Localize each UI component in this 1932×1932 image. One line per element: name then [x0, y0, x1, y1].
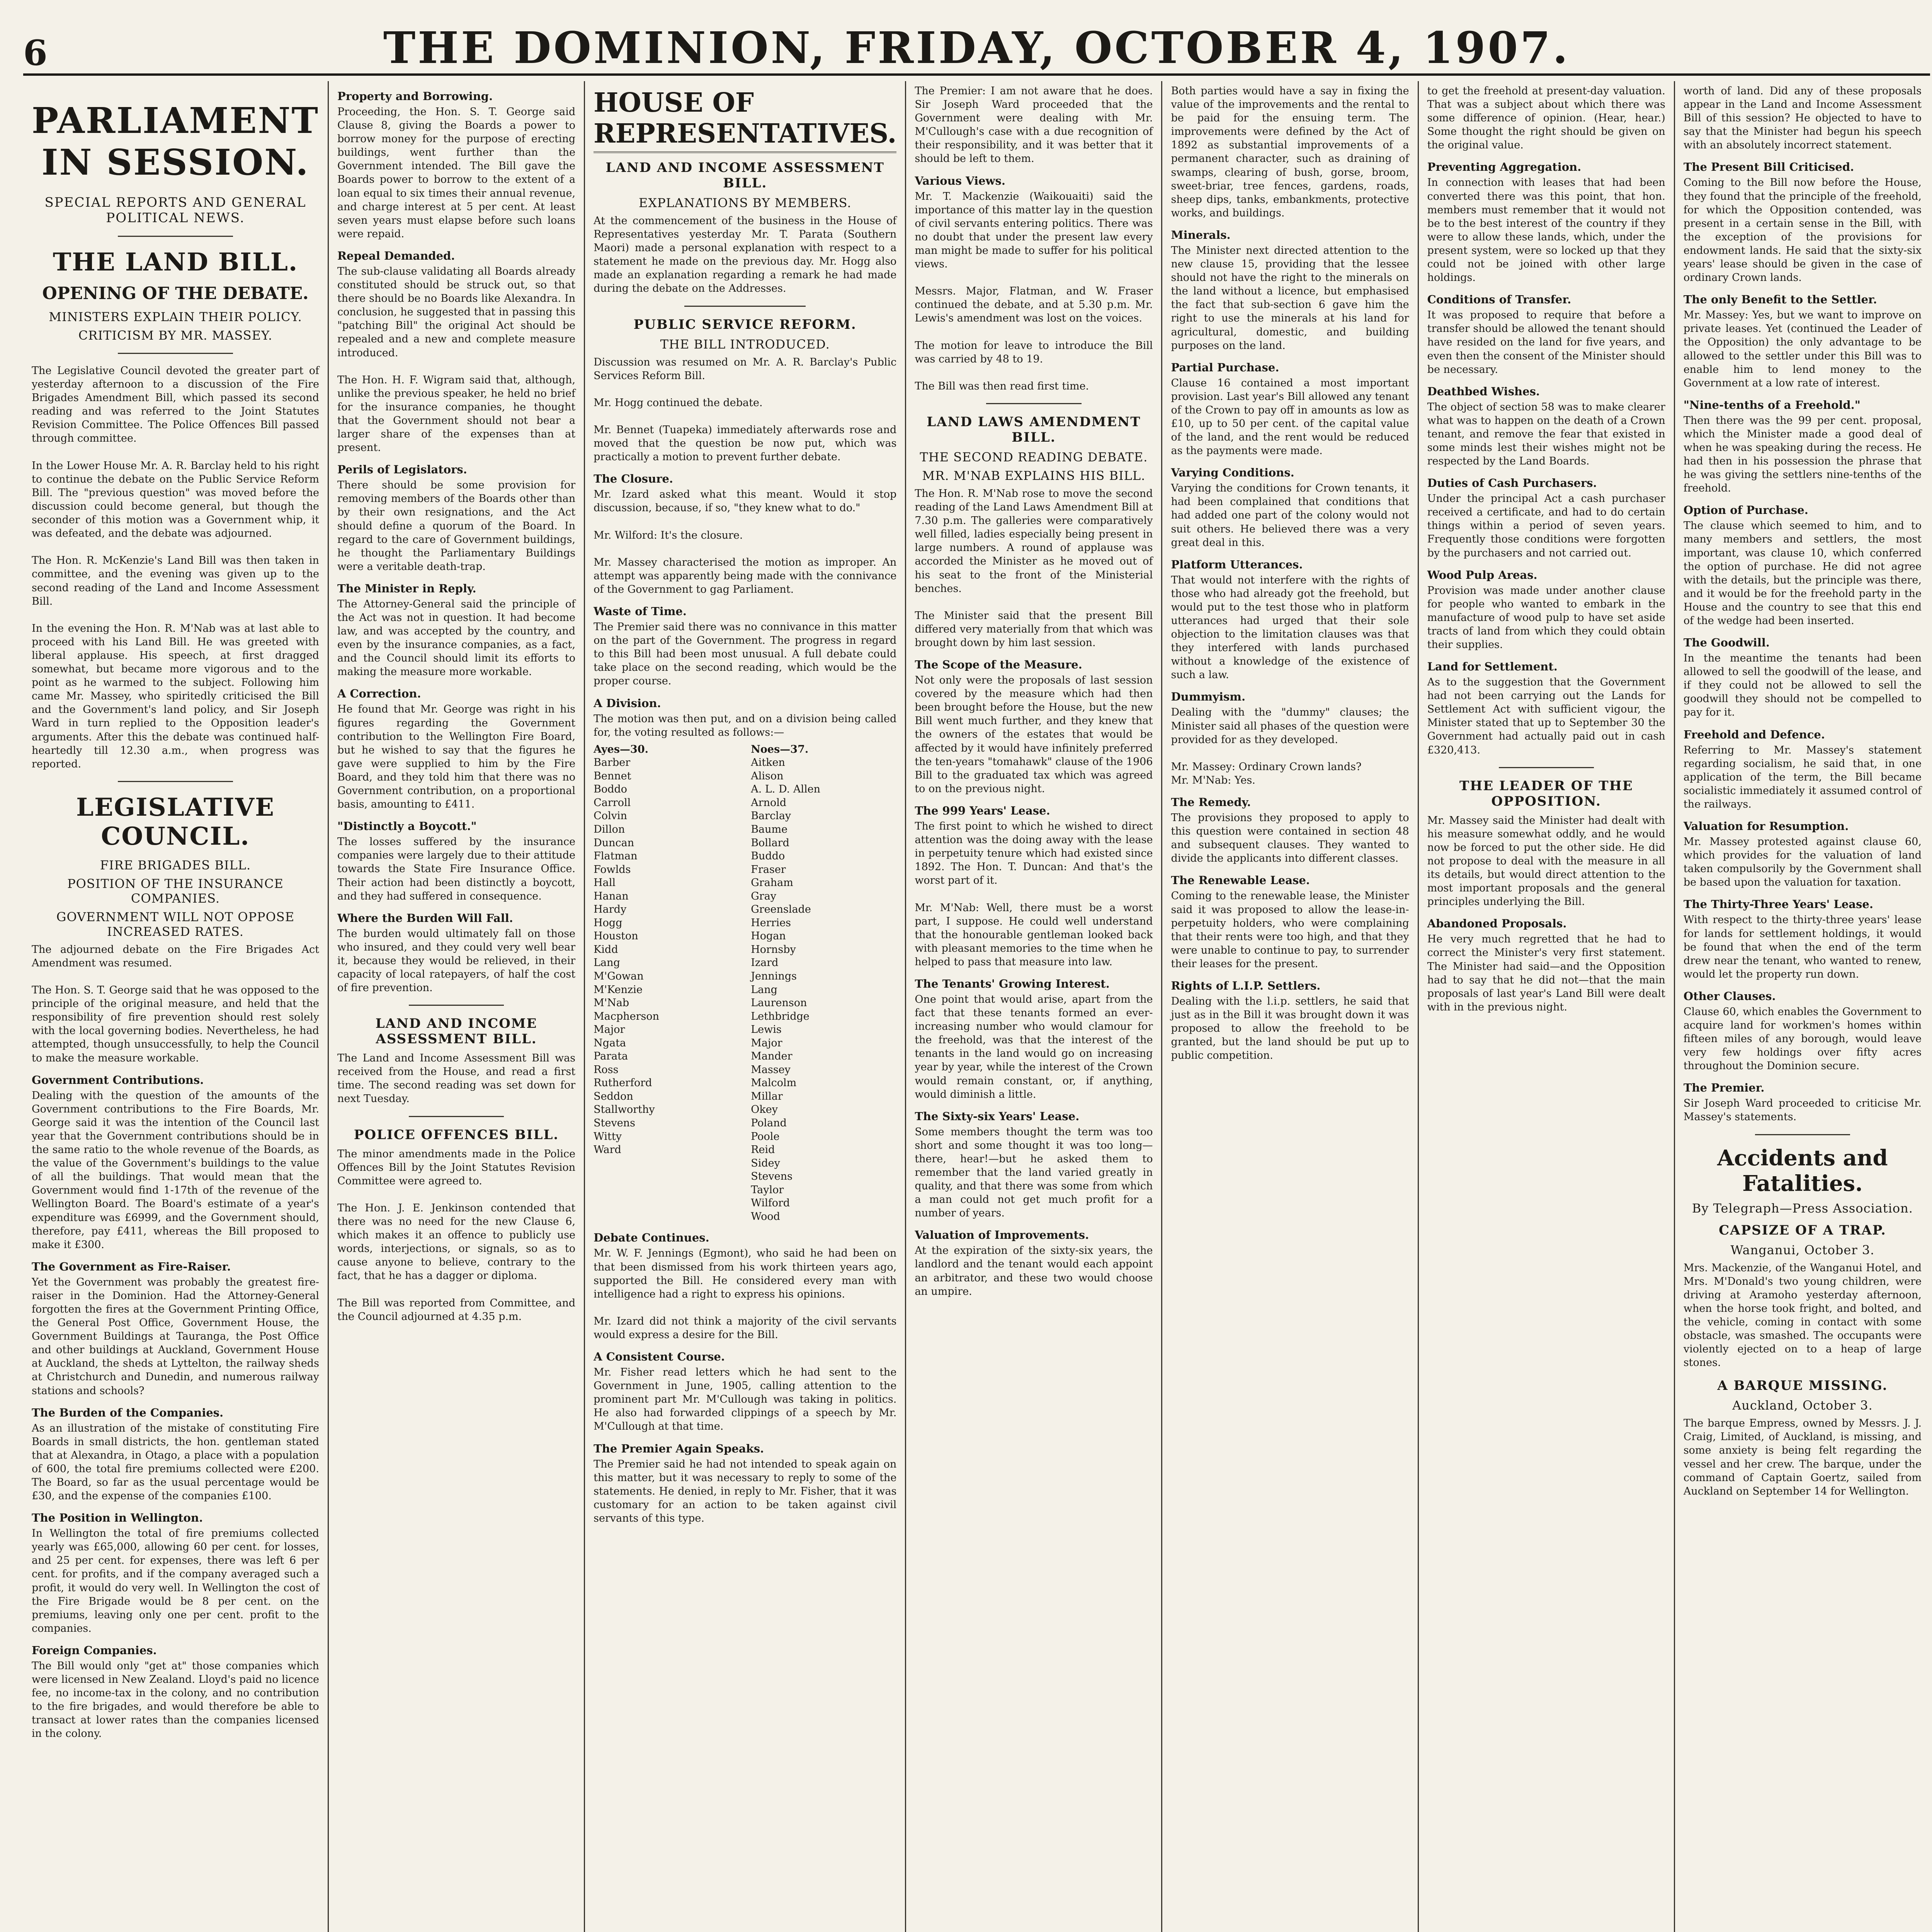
police-head: POLICE OFFENCES BILL. — [354, 1127, 559, 1143]
freehold-subhead: Freehold and Defence. — [1683, 728, 1825, 741]
only-subhead: The only Benefit to the Settler. — [1683, 293, 1877, 306]
barque-head: A BARQUE MISSING. — [1717, 1378, 1888, 1394]
correction-subhead: A Correction. — [337, 687, 421, 701]
fire-raiser-subhead: The Government as Fire-Raiser. — [32, 1260, 231, 1273]
wood-text: Provision was made under another clause for people who wanted to embark in the manufacture of wood pulp to have set aside tracts of land from which they could obtain their supplies. — [1427, 584, 1669, 651]
ayes-member: Boddo — [594, 783, 628, 796]
waste-subhead: Waste of Time. — [594, 605, 687, 618]
parliament-banner: PARLIAMENT IN SESSION. — [32, 100, 319, 183]
waste-text: The Premier said there was no connivance in this matter on the part of the Government. The progress in regard to this Bill had been most unusual. A full debate could take place on the second reading, which would be the proper course. — [594, 621, 900, 687]
boycott-subhead: "Distinctly a Boycott." — [337, 820, 477, 833]
noes-member: Millar — [751, 1090, 783, 1102]
present-subhead: The Present Bill Criticised. — [1683, 160, 1854, 174]
closure-text: Mr. Izard asked what this meant. Would it stop discussion, because, if so, "they knew what to do." Mr. Wilford: It's the closure. Mr. Massey characterised the motion as improper. An attempt was apparently being made with the connivance of the Government to gag Parliament. — [594, 488, 897, 595]
noes-member: Wood — [751, 1210, 780, 1223]
ayes-member: Kidd — [594, 943, 618, 956]
ayes-member: Houston — [594, 930, 638, 942]
noes-member: A. L. D. Allen — [751, 783, 820, 796]
burden-text: As an illustration of the mistake of constituting Fire Boards in small districts, the hon. gentleman stated that at Alexandra, in Otago, a place with a population of 600, the total fire premiums collected were £200. The Board, so far as the usual percentage would be £30, and the expense of the companies £100. — [32, 1422, 323, 1502]
division-list — [594, 743, 896, 1224]
land-income-head: LAND AND INCOME ASSESSMENT BILL. — [375, 1016, 537, 1047]
noes-member: Massey — [751, 1063, 791, 1076]
partial-text: Clause 16 contained a most important provision. Last year's Bill allowed any tenant of the Crown to pay off in amounts as low as £10, up to 50 per cent. of the capital value of the land, and the rent would be reduced as the payments were made. — [1171, 377, 1413, 457]
opposition-head: THE LEADER OF THE OPPOSITION. — [1459, 778, 1633, 809]
ayes-member: Hardy — [594, 903, 627, 916]
noes-member: Poole — [751, 1130, 780, 1143]
burden-fall-subhead: Where the Burden Will Fall. — [337, 911, 513, 925]
reply-text: The Attorney-General said the principle of the Act was not in question. It had become law, and was accepted by the country, and even by the insurance companies, as a fact, and the Council should limit its efforts to making the measure more workable. — [337, 598, 579, 678]
capsize-head: CAPSIZE OF A TRAP. — [1719, 1222, 1886, 1238]
ayes-member: Macpherson — [594, 1010, 660, 1022]
renewable-text: Coming to the renewable lease, the Minister said it was proposed to allow the lease-in-perpetuity holders, who were complaining that their rents were too high, and that they were unable to continue to pay, to surrender their leases for the present. — [1171, 890, 1413, 970]
noes-member: Major — [751, 1037, 782, 1049]
noes-member: Laurenson — [751, 997, 807, 1009]
transfer-text: It was proposed to require that before a transfer should be allowed the tenant should have resided on the land for five years, and even then the consent of the Minister should be necessary. — [1427, 309, 1669, 376]
accidents-by: By Telegraph—Press Association. — [1692, 1201, 1913, 1216]
repeal-text: The sub-clause validating all Boards already constituted should be struck out, so that there should be no Boards like Alexandra. In conclusion, he suggested that in passing this "patching Bill" the original Act should be repealed and a new and complete measure introduced. The Hon. H. F. Wigram said that, although, unlike the previous speaker, he held no brief for the insurance companies, he thought that the Government should not bear a larger share of the expenses than at present. — [337, 265, 576, 454]
resumption-subhead: Valuation for Resumption. — [1683, 820, 1849, 833]
noes-member: Arnold — [751, 796, 787, 809]
option-text: The clause which seemed to him, and to many members and settlers, the most important, was clause 10, which conferred the option of purchase. He did not agree with the details, but the principle was there, and it would be for the freehold party in the House and the country to see that this end of the wedge had been inserted. — [1683, 520, 1925, 627]
renewable-subhead: The Renewable Lease. — [1171, 874, 1310, 887]
ayes-member: Stevens — [594, 1117, 635, 1129]
noes-member: Sidey — [751, 1157, 780, 1169]
property-text: Proceeding, the Hon. S. T. George said Clause 8, giving the Boards a power to borrow money for the purpose of erecting buildings, went further than the Government intended. The Bill gave the Boards power to borrow to the extent of a loan equal to six times their annual revenue, and charge interest at 5 per cent. At least seven years must elapse before such loans were repaid. — [337, 106, 579, 240]
scope-text: Not only were the proposals of last session covered by the measure which had then been brought before the House, but the new Bill went much further, and they knew that the owners of the estates that would be affected by it would have infinitely preferred the ten-years "tomahawk" clause of the 1906 Bill to the graduated tax which was agreed to on the previous night. — [915, 674, 1156, 795]
ayes-member: M'Kenzie — [594, 983, 643, 996]
resumption-text: Mr. Massey protested against clause 60, which provides for the valuation of land taken compulsorily by the Government shall be based upon the valuation for taxation. — [1683, 836, 1925, 889]
ayes-member: Parata — [594, 1050, 628, 1063]
lip-subhead: Rights of L.I.P. Settlers. — [1171, 979, 1321, 992]
property-subhead: Property and Borrowing. — [337, 90, 493, 103]
accidents-head: Accidents and Fatalities. — [1717, 1145, 1888, 1196]
ayes-member: Lang — [594, 957, 620, 969]
deathbed-text: The object of section 58 was to make clearer what was to happen on the death of a Crown tenant, and remove the fear that existed in some minds lest their wishes might not be respected by the Land Boards. — [1427, 401, 1669, 468]
land-bill-article: The Legislative Council devoted the greater part of yesterday afternoon to a discussion of the Fire Brigades Amendment Bill, which passed its second reading and was referred to the Joint Statutes Revision Committee. The Police Offences Bill passed through committee. In the Lower House Mr. A. R. Barclay held to his right to continue the debate on the Public Service Reform Bill. The "previous question" was moved before the discussion could become general, but though the seconder of this motion was a Government whip, it was defeated, and the debate was adjourned. The Hon. R. McKenzie's Land Bill was then taken in committee, and the evening was given up to the second reading of the Land and Income Assessment Bill. In the evening the Hon. R. M'Nab was at last able to proceed with his Land Bill. He was greeted with liberal applause. His speech, at first dragged somewhat, but became more vigorous and to the point as he warmed to the subject. Following him came Mr. Massey, who spiritedly criticised the Bill and the Government's land policy, and Sir Joseph Ward in turn replied to the Opposition leader's arguments. After this the debate was continued half-heartedly till 12.30 a.m., when progress was reported. — [32, 365, 319, 770]
noes-member: Jennings — [751, 970, 797, 983]
noes-member: Fraser — [751, 863, 786, 876]
dummyism-text: Dealing with the "dummy" clauses; the Minister said all phases of the question were provided for as they developed. Mr. Massey: Ordinary Crown lands? Mr. M'Nab: Yes. — [1171, 706, 1409, 786]
noes-list — [751, 756, 896, 1223]
ayes-member: Ross — [594, 1063, 619, 1076]
repeal-subhead: Repeal Demanded. — [337, 249, 455, 262]
explanations-head: EXPLANATIONS BY MEMBERS. — [638, 196, 852, 210]
transfer-subhead: Conditions of Transfer. — [1427, 293, 1571, 306]
page-number: 6 — [23, 32, 48, 73]
tenants-subhead: The Tenants' Growing Interest. — [915, 977, 1110, 990]
noes-member: Reid — [751, 1144, 775, 1156]
varying-subhead: Varying Conditions. — [1171, 466, 1294, 480]
platform-subhead: Platform Utterances. — [1171, 558, 1303, 571]
parliament-subbanner: SPECIAL REPORTS AND GENERAL POLITICAL NEWS. — [44, 195, 306, 226]
ayes-column — [594, 743, 739, 1224]
ayes-member: Witty — [594, 1130, 622, 1143]
noes-member: Graham — [751, 877, 793, 889]
ayes-member: M'Gowan — [594, 970, 644, 983]
bill-introduced-head: THE BILL INTRODUCED. — [660, 337, 830, 352]
other-subhead: Other Clauses. — [1683, 989, 1776, 1003]
wellington-subhead: The Position in Wellington. — [32, 1511, 203, 1525]
sixty-text: Some members thought the term was too short and some thought it was too long—there, hear!—but he asked them to remember that the land varied greatly in quality, and that there was some from which a man could not get much profit for a number of years. — [915, 1126, 1156, 1219]
ayes-heading: Ayes—30. — [594, 743, 649, 755]
foreign-text: The Bill would only "get at" those companies which were licensed in New Zealand. Lloyd's paid no licence fee, no income-tax in the colony, and no contribution to the fire brigades, and would therefore be able to transact at lower rates than the companies licensed in the colony. — [32, 1660, 323, 1740]
noes-member: Lewis — [751, 1024, 782, 1036]
minerals-subhead: Minerals. — [1171, 228, 1231, 242]
police-text: The minor amendments made in the Police Offences Bill by the Joint Statutes Revision Committee were agreed to. The Hon. J. E. Jenkinson contended that there was no need for the new Clause 6, which makes it an offence to publicly use words, interjections, or signals, so as to cause anyone to believe, contrary to the fact, that he has a dagger or diploma. The Bill was reported from Committee, and the Council adjourned at 4.35 p.m. — [337, 1148, 576, 1323]
division-subhead: A Division. — [594, 696, 661, 710]
noes-member: Mander — [751, 1050, 793, 1063]
goodwill-text: In the meantime the tenants had been allowed to sell the goodwill of the lease, and if they could not be allowed to sell the goodwill they should not be compelled to pay for it. — [1683, 652, 1925, 719]
mnab-text: The Hon. R. M'Nab rose to move the second reading of the Land Laws Amendment Bill at 7.30 p.m. The galleries were comparatively well filled, ladies especially being present in large numbers. A round of applause was accorded the Minister as he moved out of his seat to the front of the Ministerial benches. The Minister said that the present Bill differed very materially from that which was brought down by him last session. — [915, 487, 1153, 649]
noes-member: Barclay — [751, 810, 791, 822]
noes-member: Hornsby — [751, 943, 796, 956]
ayes-member: Duncan — [594, 837, 634, 849]
noes-member: Lang — [751, 983, 777, 996]
noes-member: Aitken — [751, 757, 785, 769]
nine-text: Then there was the 99 per cent. proposal, which the Minister made a good deal of when he was speaking during the recess. He had then in his possession the phrase that he was giving the settlers nine-tenths of the freehold. — [1683, 414, 1925, 495]
remedy-subhead: The Remedy. — [1171, 796, 1251, 809]
noes-heading: Noes—37. — [751, 743, 809, 755]
newspaper-title: THE DOMINION, FRIDAY, OCTOBER 4, 1907. — [383, 23, 1570, 73]
burden-subhead: The Burden of the Companies. — [32, 1406, 224, 1419]
ayes-member: Bennet — [594, 770, 631, 782]
noes-column — [751, 743, 896, 1224]
ayes-member: Hogg — [594, 917, 622, 929]
col7-intro-text: worth of land. Did any of these proposals appear in the Land and Income Assessment Bill of this session? He objected to have to say that the Minister had begun his speech with an absolutely incorrect statement. — [1683, 85, 1925, 151]
column-6 — [1418, 81, 1674, 1932]
col6-intro-text: to get the freehold at present-day valuation. That was a subject about which there was some difference of opinion. (Hear, hear.) Some thought the right should be given on the original value. — [1427, 85, 1669, 151]
views-text: Mr. T. Mackenzie (Waikouaiti) said the importance of this matter lay in the question of civil servants entering politics. There was no doubt that under the present law every man might be made to suffer for his political views. Messrs. Major, Flatman, and W. Fraser continued the debate, and at 5.30 p.m. Mr. Lewis's amendment was lost on the voices. The motion for leave to introduce the Bill was carried by 48 to 19. The Bill was then read first time. — [915, 190, 1153, 392]
land-bill-deck-3: CRITICISM BY MR. MASSEY. — [78, 328, 273, 343]
lease-subhead: The 999 Years' Lease. — [915, 804, 1050, 817]
tenants-text: One point that would arise, apart from the fact that these tenants formed an ever-increasing number who would clamour for the freehold, was that the interest of the tenants in the land would go on increasing year by year, while the interest of the Crown would remain constant, or, if anything, would diminish a little. — [915, 993, 1156, 1100]
noes-member: Malcolm — [751, 1077, 797, 1089]
ayes-member: Ward — [594, 1144, 621, 1156]
ayes-member: Colvin — [594, 810, 627, 822]
correction-text: He found that Mr. George was right in his figures regarding the Government contribution to the Wellington Fire Board, but he wished to say that the figures he gave were supplied to him by the Fire Board, and they told him that there was no Government contribution, on a proportional basis, amounting to £411. — [337, 703, 579, 811]
premier-final-text: Sir Joseph Ward proceeded to criticise Mr. Massey's statements. — [1683, 1097, 1925, 1123]
ayes-member: Hanan — [594, 890, 629, 902]
barque-text: The barque Empress, owned by Messrs. J. J. Craig, Limited, of Auckland, is missing, and some anxiety is being felt regarding the vessel and her crew. The barque, under the command of Captain Goertz, sailed from Auckland on September 14 for Wellington. — [1683, 1417, 1925, 1497]
ayes-member: Carroll — [594, 796, 631, 809]
consistent-subhead: A Consistent Course. — [594, 1350, 725, 1364]
premier-subhead: The Premier Again Speaks. — [594, 1442, 764, 1455]
foreign-subhead: Foreign Companies. — [32, 1643, 157, 1657]
cash-text: Under the principal Act a cash purchaser received a certificate, and had to do certain things within a period of seven years. Frequently those conditions were forgotten by the purchasers and not carried out. — [1427, 493, 1669, 559]
varying-text: Varying the conditions for Crown tenants, it had been complained that conditions that had added one part of the colony would not suit others. He believed there was a very great deal in this. — [1171, 482, 1413, 549]
views-subhead: Various Views. — [915, 174, 1005, 187]
noes-member: Greenslade — [751, 903, 811, 916]
ayes-member: Hall — [594, 877, 616, 889]
debate-text: Mr. W. F. Jennings (Egmont), who said he had been on that been dismissed from his work thirteen years ago, supported the Bill. He considered every man with intelligence had a right to express his opinions. Mr. Izard did not think a majority of the civil servants would express a desire for the Bill. — [594, 1247, 897, 1341]
preventing-text: In connection with leases that had been converted there was this point, that hon. members must remember that it would not be to the best interest of the country if they were to allow these lands, which, under the present system, were so locked up that they could not be joined with other large holdings. — [1427, 177, 1669, 284]
barque-dateline: Auckland, October 3. — [1732, 1398, 1873, 1413]
land-laws-head: LAND LAWS AMENDMENT BILL. — [927, 414, 1141, 445]
column-4 — [905, 81, 1161, 1932]
column-2 — [328, 81, 584, 1932]
council-title: LEGISLATIVE COUNCIL. — [76, 793, 275, 851]
second-reading-head: THE SECOND READING DEBATE. — [920, 449, 1148, 464]
contrib-text: Dealing with the question of the amounts of the Government contributions to the Fire Boards, Mr. George said it was the intention of the Council last year that the Government contributions should be in the same ratio to the whole revenue of the Boards, as the value of the Government's buildings to the value of all the buildings. That would mean that the Government would find 1-17th of the revenue of the Wellington Board. The Board's estimate of a year's expenditure was £6999, and the Government should, therefore, pay £411, whereas the Bill proposed to make it £300. — [32, 1089, 323, 1251]
preventing-subhead: Preventing Aggregation. — [1427, 160, 1582, 174]
platform-text: That would not interfere with the rights of those who had already got the freehold, but would put to the test those who in platform utterances had urged that their sole objection to the limitation clauses was that they interfered with lands purchased without a knowledge of the existence of such a law. — [1171, 574, 1413, 681]
land-bill-deck-1: OPENING OF THE DEBATE. — [42, 284, 309, 303]
noes-member: Herries — [751, 917, 791, 929]
ayes-member: Major — [594, 1024, 625, 1036]
ayes-member: Barber — [594, 757, 631, 769]
consistent-text: Mr. Fisher read letters which he had sent to the Government in June, 1905, calling attention to the prominent part Mr. M'Cullough was taking in politics. He also had forwarded clippings of a speech by Mr. M'Cullough at that time. — [594, 1366, 900, 1433]
sixty-subhead: The Sixty-six Years' Lease. — [915, 1109, 1080, 1123]
ayes-member: Flatman — [594, 850, 638, 862]
noes-member: Stevens — [751, 1170, 793, 1183]
burden-fall-text: The burden would ultimately fall on those who insured, and they could very well bear it, because they would be relieved, in their capacity of local ratepayers, of half the cost of fire prevention. — [337, 927, 579, 994]
option-subhead: Option of Purchase. — [1683, 503, 1808, 517]
premier-text: The Premier said he had not intended to speak again on this matter, but it was necessary to reply to some of the statements. He denied, in reply to Mr. Fisher, that it was customary for an action to be taken against civil servants of this type. — [594, 1458, 900, 1524]
explanations-text: At the commencement of the business in the House of Representatives yesterday Mr. T. Parata (Southern Maori) made a personal explanation with respect to a statement he made on the previous day. Mr. Hogg also made an explanation regarding a remark he had made during the debate on the Addresses. — [594, 215, 900, 295]
public-service-text: Discussion was resumed on Mr. A. R. Barclay's Public Services Reform Bill. Mr. Hogg continued the debate. Mr. Bennet (Tuapeka) immediately afterwards rose and moved that the question be now put, which was practically a motion to prevent further debate. — [594, 356, 897, 463]
dummyism-subhead: Dummyism. — [1171, 690, 1246, 704]
opposition-text: Mr. Massey said the Minister had dealt with his measure somewhat oddly, and he would now be forced to put the other side. He did not propose to deal with the measure in all its details, but would direct attention to the most important proposals and the general principles underlying the Bill. — [1427, 814, 1669, 908]
noes-member: Baume — [751, 823, 788, 835]
noes-member: Izard — [751, 957, 779, 969]
land-bill-deck-2: MINISTERS EXPLAIN THEIR POLICY. — [49, 310, 302, 324]
noes-member: Alison — [751, 770, 784, 782]
closure-subhead: The Closure. — [594, 472, 673, 486]
perils-text: There should be some provision for removing members of the Boards other than by their own resignations, and the Act should define a quorum of the Board. In regard to the care of Government buildings, he thought the Parliamentary Buildings were a veritable death-trap. — [337, 479, 579, 573]
col5-intro-text: Both parties would have a say in fixing the value of the improvements and the rental to be paid for the ensuing term. The improvements were defined by the Act of 1892 as substantial improvements of a permanent character, such as draining of swamps, clearing of bush, gorse, broom, sweet-briar, tree fences, gardens, roads, sheep dips, tanks, embankments, protective works, and buildings. — [1171, 85, 1413, 219]
capsize-dateline: Wanganui, October 3. — [1730, 1242, 1875, 1257]
ayes-member: Fowlds — [594, 863, 631, 876]
valuation-text: At the expiration of the sixty-six years, the landlord and the tenant would each appoint an arbitrator, and these two would choose an umpire. — [915, 1245, 1156, 1298]
thirty-text: With respect to the thirty-three years' lease for lands for settlement holdings, it would be found that when the end of the term drew near the tenant, who wanted to renew, would let the property run down. — [1683, 914, 1925, 980]
boycott-text: The losses suffered by the insurance companies were largely due to their attitude towards the State Fire Insurance Office. Their action had been distinctly a boycott, and they had suffered in consequence. — [337, 836, 579, 902]
ayes-list — [594, 756, 739, 1156]
council-deck-2: POSITION OF THE INSURANCE COMPANIES. — [67, 876, 284, 906]
council-article: The adjourned debate on the Fire Brigades Act Amendment was resumed. The Hon. S. T. George said that he was opposed to the principle of the original measure, and held that the responsibility of fire prevention should rest solely with the local governing bodies. Nevertheless, he had attempted, though unsuccessfully, to help the Council to make the measure workable. — [32, 943, 319, 1064]
noes-member: Lethbridge — [751, 1010, 810, 1022]
partial-subhead: Partial Purchase. — [1171, 361, 1279, 374]
debate-subhead: Debate Continues. — [594, 1231, 709, 1245]
division-intro: The motion was then put, and on a division being called for, the voting resulted as follows:— — [594, 713, 900, 738]
lease-text: The first point to which he wished to direct attention was the doing away with the lease in perpetuity tenure which had existed since 1892. The Hon. T. Duncan: And that's the worst part of it. Mr. M'Nab: Well, there must be a worst part, I suppose. He could well understand that the honourable gentleman looked back with pleasant memories to the time when he helped to pass that measure into law. — [915, 820, 1153, 968]
wood-subhead: Wood Pulp Areas. — [1427, 568, 1537, 582]
deathbed-subhead: Deathbed Wishes. — [1427, 384, 1540, 398]
scope-subhead: The Scope of the Measure. — [915, 658, 1082, 672]
cash-subhead: Duties of Cash Purchasers. — [1427, 476, 1597, 490]
ayes-member: Stallworthy — [594, 1104, 655, 1116]
council-deck-1: FIRE BRIGADES BILL. — [100, 857, 251, 872]
other-text: Clause 60, which enables the Government to acquire land for workmen's homes within fifteen miles of any borough, would leave very few holdings over fifty acres throughout the Dominion secure. — [1683, 1005, 1925, 1072]
column-1 — [23, 81, 328, 1932]
mnab-head: MR. M'NAB EXPLAINS HIS BILL. — [922, 468, 1146, 483]
noes-member: Wilford — [751, 1197, 790, 1209]
ayes-member: Rutherford — [594, 1077, 652, 1089]
abandoned-text: He very much regretted that he had to correct the Minister's very first statement. The Minister had said—and the Opposition had to say that he did not—that the main proposals of last year's Land Bill were dealt with in the previous night. — [1427, 933, 1669, 1013]
land-income-text: The Land and Income Assessment Bill was received from the House, and read a first time. The second reading was set down for next Tuesday. — [337, 1052, 579, 1105]
remedy-text: The provisions they proposed to apply to this question were contained in section 48 and subsequent clauses. They wanted to divide the applicants into different classes. — [1171, 812, 1413, 865]
freehold-text: Referring to Mr. Massey's statement regarding socialism, he said that, in one application of the term, the Bill became socialistic immediately it assumed control of the railways. — [1683, 744, 1925, 810]
reply-subhead: The Minister in Reply. — [337, 582, 476, 595]
ayes-member: M'Nab — [594, 997, 629, 1009]
perils-subhead: Perils of Legislators. — [337, 463, 467, 476]
valuation-subhead: Valuation of Improvements. — [915, 1228, 1089, 1242]
settlement-text: As to the suggestion that the Government had not been carrying out the Lands for Settlement Act with sufficient vigour, the Minister stated that up to September 30 the Government had actually paid out in cash £320,413. — [1427, 676, 1669, 756]
public-service-head: PUBLIC SERVICE REFORM. — [633, 316, 857, 332]
only-text: Mr. Massey: Yes, but we want to improve on private leases. Yet (continued the Leader of the Opposition) the only advantage to be allowed to the settler under this Bill was to enable him to lend money to the Government at a low rate of interest. — [1683, 309, 1925, 389]
noes-member: Taylor — [751, 1184, 784, 1196]
land-income-assessment-head: LAND AND INCOME ASSESSMENT BILL. — [605, 160, 884, 191]
noes-member: Hogan — [751, 930, 786, 942]
column-5 — [1161, 81, 1417, 1932]
noes-member: Poland — [751, 1117, 787, 1129]
wellington-text: In Wellington the total of fire premiums collected yearly was £65,000, allowing 60 per cent. for losses, and 25 per cent. for expenses, there was left 6 per cent. for profits, and if the company averaged such a profit, it would do very well. In Wellington the cost of the Fire Brigade would be 8 per cent. on the premiums, leaving only one per cent. profit to the companies. — [32, 1527, 323, 1634]
lip-text: Dealing with the l.i.p. settlers, he said that just as in the Bill it was brought down it was proposed to allow the freehold to be granted, but the land should be put up to public competition. — [1171, 995, 1413, 1062]
column-3 — [584, 81, 905, 1932]
nine-subhead: "Nine-tenths of a Freehold." — [1683, 398, 1861, 412]
minerals-text: The Minister next directed attention to the new clause 15, providing that the lessee should not have the right to the minerals on the land without a licence, but emphasised the fact that sub-section 6 gave him the right to use the minerals at his land for agricultural, domestic, and building purposes on the land. — [1171, 244, 1413, 352]
ayes-member: Ngata — [594, 1037, 626, 1049]
noes-member: Buddo — [751, 850, 785, 862]
premier-final-subhead: The Premier. — [1683, 1081, 1765, 1095]
ayes-member: Seddon — [594, 1090, 633, 1102]
council-deck-3: GOVERNMENT WILL NOT OPPOSE INCREASED RATES. — [56, 909, 295, 939]
settlement-subhead: Land for Settlement. — [1427, 660, 1558, 673]
column-7 — [1674, 81, 1930, 1932]
present-text: Coming to the Bill now before the House, they found that the principle of the freehold, for which the Opposition contended, was present in a certain sense in the Bill, with the exception of the provisions for endowment lands. He said that the sixty-six years' lease should be given in the case of ordinary Crown lands. — [1683, 177, 1925, 284]
noes-member: Okey — [751, 1104, 778, 1116]
columns — [23, 81, 1930, 1932]
fire-raiser-text: Yet the Government was probably the greatest fire-raiser in the Dominion. Had the Attorney-General forgotten the fires at the Government Printing Office, the General Post Office, Government House, the Government Buildings at Tauranga, the Post Office and other buildings at Auckland, Government House at Auckland, the sheds at Lyttelton, the railway sheds at Christchurch and Dunedin, and numerous railway stations and schools? — [32, 1276, 323, 1397]
abandoned-subhead: Abandoned Proposals. — [1427, 917, 1567, 930]
premier-cont-text: The Premier: I am not aware that he does. Sir Joseph Ward proceeded that the Government were dealing with Mr. M'Cullough's case with a due recognition of their responsibility, and it was better that it should be left to them. — [915, 85, 1156, 165]
contrib-subhead: Government Contributions. — [32, 1073, 204, 1087]
ayes-member: Dillon — [594, 823, 625, 835]
thirty-subhead: The Thirty-Three Years' Lease. — [1683, 898, 1873, 911]
land-bill-title: THE LAND BILL. — [53, 248, 298, 277]
goodwill-subhead: The Goodwill. — [1683, 636, 1770, 650]
noes-member: Gray — [751, 890, 777, 902]
masthead — [23, 15, 1930, 76]
noes-member: Bollard — [751, 837, 789, 849]
capsize-text: Mrs. Mackenzie, of the Wanganui Hotel, and Mrs. M'Donald's two young children, were driving at Aramoho yesterday afternoon, when the horse took fright, and bolted, and the vehicle, coming in contact with some obstacle, was smashed. The occupants were violently ejected on to a heap of large stones. — [1683, 1262, 1925, 1369]
house-title: HOUSE OF REPRESENTATIVES. — [594, 87, 896, 153]
